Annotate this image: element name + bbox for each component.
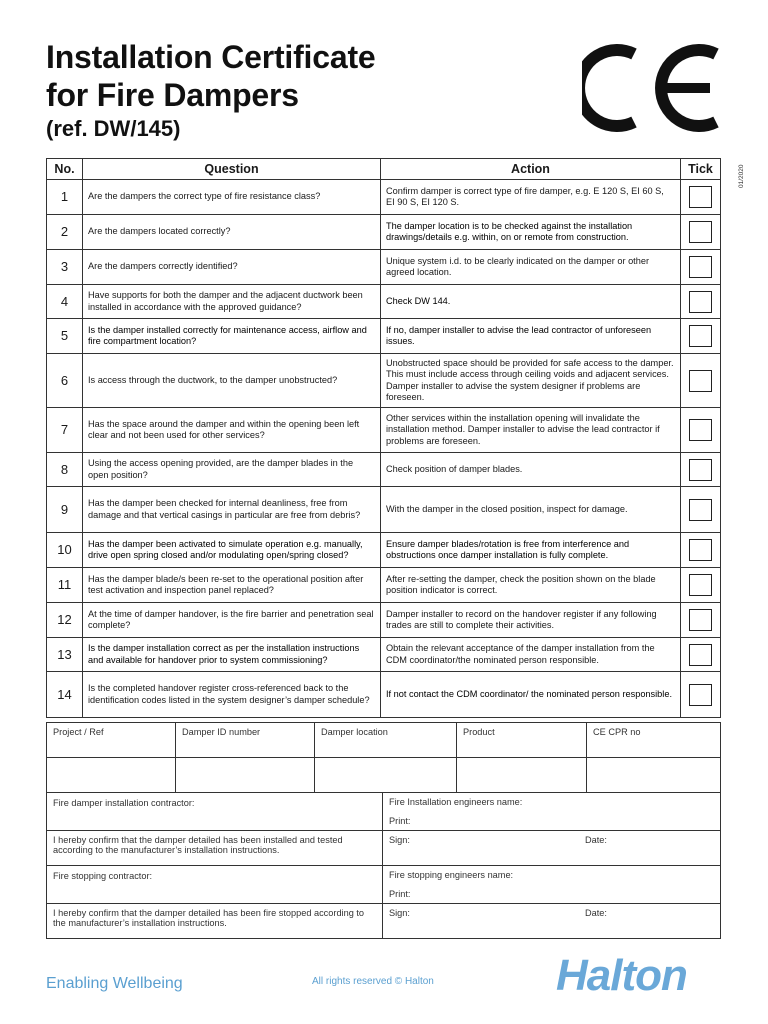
stopping-signature-field[interactable] bbox=[383, 904, 721, 939]
row-number: 4 bbox=[47, 285, 83, 319]
tick-cell bbox=[681, 250, 721, 285]
table-row bbox=[47, 354, 721, 408]
reference-subtitle: (ref. DW/145) bbox=[46, 116, 181, 141]
stopping-date-label: Date: bbox=[585, 908, 607, 918]
action-cell: Confirm damper is correct type of fire damper, e.g. E 120 S, EI 60 S, EI 90 S, EI 120 S. bbox=[381, 180, 681, 215]
tick-cell bbox=[681, 408, 721, 453]
column-header-tick: Tick bbox=[681, 159, 721, 180]
ce-cpr-label: CE CPR no bbox=[587, 723, 721, 758]
action-cell: Obtain the relevant acceptance of the damper installation from the CDM coordinator/the nominated person responsible. bbox=[381, 638, 681, 672]
action-cell: Other services within the installation opening will invalidate the installation method. Damper installer to advise the lead contractor if problems are foreseen. bbox=[381, 408, 681, 453]
tick-checkbox[interactable] bbox=[689, 370, 712, 392]
tick-cell bbox=[681, 487, 721, 533]
tick-cell bbox=[681, 180, 721, 215]
row-number: 3 bbox=[47, 250, 83, 285]
footer-copyright: All rights reserved © Halton bbox=[312, 976, 434, 987]
table-row bbox=[47, 638, 721, 672]
installation-confirm-text: I hereby confirm that the damper detailed has been installed and tested according to the manufacturer’s installation instructions. bbox=[47, 831, 383, 866]
row-number: 7 bbox=[47, 408, 83, 453]
tick-checkbox[interactable] bbox=[689, 291, 712, 313]
question-cell: Have supports for both the damper and the adjacent ductwork been installed in accordance with the approved guidance? bbox=[83, 285, 381, 319]
checklist-header-row bbox=[47, 159, 721, 180]
installation-contractor-row bbox=[47, 793, 721, 831]
tick-checkbox[interactable] bbox=[689, 644, 712, 666]
tick-checkbox[interactable] bbox=[689, 325, 712, 347]
project-ref-field[interactable] bbox=[47, 758, 176, 793]
question-cell: Are the dampers the correct type of fire resistance class? bbox=[83, 180, 381, 215]
product-field[interactable] bbox=[457, 758, 587, 793]
installation-print-label: Print: bbox=[389, 816, 411, 826]
tick-cell bbox=[681, 215, 721, 250]
action-cell: After re-setting the damper, check the position shown on the blade position indicator is correct. bbox=[381, 568, 681, 603]
row-number: 6 bbox=[47, 354, 83, 408]
tick-cell bbox=[681, 319, 721, 354]
version-stamp: 01/2020 bbox=[738, 164, 745, 188]
installation-sign-label: Sign: bbox=[389, 835, 410, 845]
product-label: Product bbox=[457, 723, 587, 758]
damper-id-label: Damper ID number bbox=[176, 723, 315, 758]
question-cell: Is the damper installed correctly for maintenance access, airflow and fire compartment location? bbox=[83, 319, 381, 354]
tick-cell bbox=[681, 568, 721, 603]
row-number: 9 bbox=[47, 487, 83, 533]
action-cell: Unobstructed space should be provided for safe access to the damper. This must include access through ceiling voids and adjacent services. Damper installer to advise the system designer if problems are foreseen. bbox=[381, 354, 681, 408]
installation-details-table bbox=[46, 722, 721, 939]
column-header-no: No. bbox=[47, 159, 83, 180]
question-cell: Has the damper been activated to simulate operation e.g. manually, drive open spring closed and/or modulating open/spring closed? bbox=[83, 533, 381, 568]
tick-cell bbox=[681, 672, 721, 718]
table-row bbox=[47, 319, 721, 354]
table-row bbox=[47, 285, 721, 319]
tick-checkbox[interactable] bbox=[689, 539, 712, 561]
row-number: 11 bbox=[47, 568, 83, 603]
tick-checkbox[interactable] bbox=[689, 684, 712, 706]
table-row bbox=[47, 180, 721, 215]
tick-checkbox[interactable] bbox=[689, 186, 712, 208]
damper-location-field[interactable] bbox=[315, 758, 457, 793]
footer-tagline: Enabling Wellbeing bbox=[46, 975, 183, 992]
stopping-sign-label: Sign: bbox=[389, 908, 410, 918]
row-number: 8 bbox=[47, 453, 83, 487]
question-cell: Is the damper installation correct as per the installation instructions and available for handover prior to system commissioning? bbox=[83, 638, 381, 672]
ce-mark-logo bbox=[582, 40, 726, 136]
question-cell: Are the dampers correctly identified? bbox=[83, 250, 381, 285]
title-line-1: Installation Certificate bbox=[46, 39, 376, 75]
tick-checkbox[interactable] bbox=[689, 221, 712, 243]
question-cell: Are the dampers located correctly? bbox=[83, 215, 381, 250]
column-header-question: Question bbox=[83, 159, 381, 180]
row-number: 12 bbox=[47, 603, 83, 638]
tick-checkbox[interactable] bbox=[689, 609, 712, 631]
question-cell: At the time of damper handover, is the fire barrier and penetration seal complete? bbox=[83, 603, 381, 638]
tick-checkbox[interactable] bbox=[689, 499, 712, 521]
damper-location-label: Damper location bbox=[315, 723, 457, 758]
stopping-print-label: Print: bbox=[389, 889, 411, 899]
question-cell: Has the damper blade/s been re-set to the operational position after test activation and inspection panel replaced? bbox=[83, 568, 381, 603]
details-header-row bbox=[47, 723, 721, 758]
table-row bbox=[47, 603, 721, 638]
stopping-contractor-row bbox=[47, 866, 721, 904]
action-cell: Check DW 144. bbox=[381, 285, 681, 319]
tick-checkbox[interactable] bbox=[689, 574, 712, 596]
row-number: 10 bbox=[47, 533, 83, 568]
tick-checkbox[interactable] bbox=[689, 459, 712, 481]
page-title bbox=[46, 38, 376, 114]
table-row bbox=[47, 672, 721, 718]
installation-contractor-field[interactable] bbox=[47, 793, 383, 831]
column-header-action: Action bbox=[381, 159, 681, 180]
installation-signature-field[interactable] bbox=[383, 831, 721, 866]
project-ref-label: Project / Ref bbox=[47, 723, 176, 758]
installation-engineer-field[interactable] bbox=[383, 793, 721, 831]
question-cell: Is access through the ductwork, to the damper unobstructed? bbox=[83, 354, 381, 408]
action-cell: With the damper in the closed position, inspect for damage. bbox=[381, 487, 681, 533]
halton-logo: Halton bbox=[556, 951, 687, 1000]
stopping-contractor-field[interactable] bbox=[47, 866, 383, 904]
question-cell: Has the space around the damper and within the opening been left clear and not been used for other services? bbox=[83, 408, 381, 453]
ce-cpr-field[interactable] bbox=[587, 758, 721, 793]
action-cell: Check position of damper blades. bbox=[381, 453, 681, 487]
table-row bbox=[47, 568, 721, 603]
installation-confirm-row bbox=[47, 831, 721, 866]
row-number: 1 bbox=[47, 180, 83, 215]
tick-checkbox[interactable] bbox=[689, 419, 712, 441]
tick-cell bbox=[681, 285, 721, 319]
action-cell: If not contact the CDM coordinator/ the nominated person responsible. bbox=[381, 672, 681, 718]
title-line-2: for Fire Dampers bbox=[46, 77, 299, 113]
row-number: 14 bbox=[47, 672, 83, 718]
damper-id-field[interactable] bbox=[176, 758, 315, 793]
tick-cell bbox=[681, 453, 721, 487]
table-row bbox=[47, 453, 721, 487]
action-cell: If no, damper installer to advise the lead contractor of unforeseen issues. bbox=[381, 319, 681, 354]
question-cell: Has the damper been checked for internal deanliness, free from damage and that vertical casings in particular are free from debris? bbox=[83, 487, 381, 533]
question-cell: Using the access opening provided, are the damper blades in the open position? bbox=[83, 453, 381, 487]
question-cell: Is the completed handover register cross-referenced back to the identification codes listed in the system designer’s damper schedule? bbox=[83, 672, 381, 718]
action-cell: Unique system i.d. to be clearly indicated on the damper or other agreed location. bbox=[381, 250, 681, 285]
stopping-contractor-label: Fire stopping contractor: bbox=[53, 871, 153, 881]
tick-cell bbox=[681, 638, 721, 672]
stopping-engineer-label: Fire stopping engineers name: bbox=[389, 870, 514, 880]
action-cell: Damper installer to record on the handover register if any following trades are still to complete their activities. bbox=[381, 603, 681, 638]
installation-engineer-label: Fire Installation engineers name: bbox=[389, 797, 523, 807]
tick-cell bbox=[681, 354, 721, 408]
table-row bbox=[47, 215, 721, 250]
table-row bbox=[47, 487, 721, 533]
tick-checkbox[interactable] bbox=[689, 256, 712, 278]
table-row bbox=[47, 408, 721, 453]
inspection-checklist-table bbox=[46, 158, 721, 718]
tick-cell bbox=[681, 533, 721, 568]
details-entry-row bbox=[47, 758, 721, 793]
row-number: 13 bbox=[47, 638, 83, 672]
action-cell: The damper location is to be checked against the installation drawings/details e.g. within, on or remote from construction. bbox=[381, 215, 681, 250]
row-number: 2 bbox=[47, 215, 83, 250]
installation-contractor-label: Fire damper installation contractor: bbox=[53, 798, 195, 808]
action-cell: Ensure damper blades/rotation is free from interference and obstructions once damper installation is fully complete. bbox=[381, 533, 681, 568]
stopping-confirm-row bbox=[47, 904, 721, 939]
table-row bbox=[47, 250, 721, 285]
row-number: 5 bbox=[47, 319, 83, 354]
tick-cell bbox=[681, 603, 721, 638]
installation-date-label: Date: bbox=[585, 835, 607, 845]
stopping-engineer-field[interactable] bbox=[383, 866, 721, 904]
stopping-confirm-text: I hereby confirm that the damper detailed has been fire stopped according to the manufacturer’s installation instructions. bbox=[47, 904, 383, 939]
table-row bbox=[47, 533, 721, 568]
